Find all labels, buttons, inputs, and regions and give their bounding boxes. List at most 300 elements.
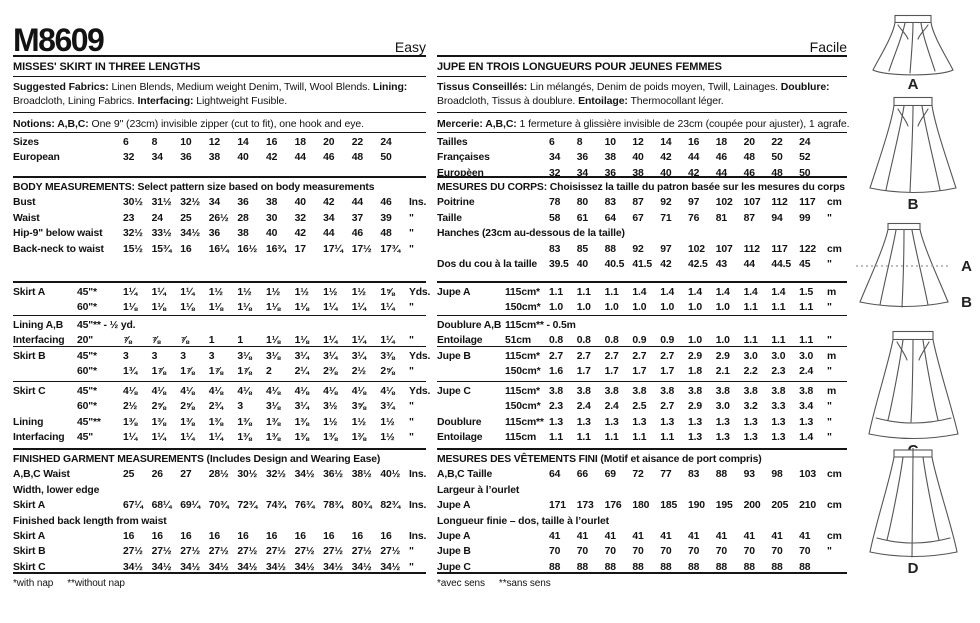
cell-value: 40 bbox=[632, 152, 644, 164]
cell-value: 1.0 bbox=[549, 302, 563, 314]
cell-value: 16 bbox=[323, 531, 335, 543]
cell-value: 1½ bbox=[237, 287, 252, 298]
cell-value: 1.1 bbox=[549, 287, 563, 298]
cell-value: 3.0 bbox=[771, 351, 786, 362]
cell-value: 1¼ bbox=[151, 287, 166, 298]
row-label: Lining bbox=[13, 416, 44, 428]
row-unit: " bbox=[408, 432, 414, 444]
table-row bbox=[437, 285, 847, 300]
row-label: Skirt A bbox=[13, 500, 46, 512]
cell-value: 3.8 bbox=[632, 386, 647, 397]
cell-value: 3.8 bbox=[799, 386, 814, 397]
table-section bbox=[13, 450, 426, 574]
cell-value: 1.3 bbox=[549, 416, 563, 428]
cell-value: 2⅝ bbox=[151, 401, 166, 413]
cell-value: 70 bbox=[576, 546, 589, 558]
row-label bbox=[437, 399, 505, 414]
table-row bbox=[437, 415, 847, 430]
row-width-spec: 45"* bbox=[77, 351, 97, 362]
row-label: Sizes bbox=[13, 137, 39, 148]
cell-value: 176 bbox=[604, 500, 622, 512]
row-unit: " bbox=[408, 416, 414, 428]
cell-value: 28½ bbox=[208, 469, 229, 481]
cell-value: 1.1 bbox=[632, 432, 647, 444]
cell-value: 2.4 bbox=[604, 401, 619, 413]
row-unit: " bbox=[408, 546, 414, 558]
cell-value: 1¼ bbox=[351, 302, 366, 314]
cell-value: 93 bbox=[743, 469, 755, 481]
cell-value: 1.0 bbox=[687, 335, 702, 347]
cell-value: 8 bbox=[576, 137, 583, 148]
cell-value: 4⅛ bbox=[351, 386, 366, 397]
row-width-spec: 60"* bbox=[77, 401, 97, 413]
cell-value: 46 bbox=[351, 228, 364, 240]
cell-value: 1⅛ bbox=[265, 335, 281, 347]
cell-value: 1⅞ bbox=[180, 366, 195, 378]
row-unit: " bbox=[408, 335, 414, 347]
cell-value: 68¼ bbox=[151, 500, 172, 512]
cell-value: 3.8 bbox=[549, 386, 563, 397]
row-label: Skirt A bbox=[13, 287, 46, 298]
row-unit: " bbox=[826, 401, 832, 413]
row-span-value: 115cm** - 0.5m bbox=[505, 320, 576, 331]
cell-value: 102 bbox=[687, 243, 705, 255]
cell-value: 1¼ bbox=[208, 432, 223, 444]
cell-value: 2.9 bbox=[687, 351, 702, 362]
cell-value: 99 bbox=[799, 212, 811, 224]
cell-value: 72¾ bbox=[237, 500, 258, 512]
row-label: Jupe C bbox=[437, 561, 471, 573]
cell-value: 88 bbox=[687, 561, 700, 573]
cell-value: 85 bbox=[576, 243, 589, 255]
cell-value: 78 bbox=[549, 197, 561, 209]
row-label: Interfacing bbox=[13, 335, 65, 347]
cell-value: 1⅛ bbox=[265, 302, 281, 314]
cell-value: 42 bbox=[660, 152, 672, 164]
table-row bbox=[437, 498, 847, 513]
cell-value: 1.0 bbox=[687, 302, 702, 314]
cell-value: 1.3 bbox=[576, 416, 591, 428]
cell-value: 34½ bbox=[208, 561, 229, 573]
row-label: Skirt C bbox=[13, 386, 46, 397]
cell-value: 1½ bbox=[351, 416, 366, 428]
row-width-spec: 115cm** bbox=[505, 416, 544, 428]
cell-value: 67 bbox=[632, 212, 644, 224]
cell-value: 44 bbox=[351, 197, 364, 209]
cell-value: 64 bbox=[604, 212, 616, 224]
cell-value: 70 bbox=[771, 546, 783, 558]
row-label: Jupe C bbox=[437, 386, 471, 397]
cell-value: 42 bbox=[323, 197, 335, 209]
row-width-spec: 150cm* bbox=[505, 366, 541, 378]
cell-value: 103 bbox=[799, 469, 817, 481]
cell-value: 205 bbox=[771, 500, 789, 512]
cell-value: 42 bbox=[687, 167, 700, 179]
cell-value: 3.0 bbox=[799, 351, 814, 362]
cell-value: 97 bbox=[687, 197, 700, 209]
row-unit: " bbox=[826, 259, 832, 271]
cell-value: 16¼ bbox=[208, 243, 229, 255]
cell-value: 1.0 bbox=[576, 302, 591, 314]
cell-value: 1¼ bbox=[151, 432, 166, 444]
suggested-fabrics-en: Suggested Fabrics: Linen Blends, Medium weight Denim, Twill, Wool Blends. Lining: Broadcloth, Lining Fabrics. Interfacing: Lightweight Fusible. bbox=[13, 77, 426, 113]
cell-value: 27½ bbox=[351, 546, 372, 558]
cell-value: 3.8 bbox=[576, 386, 591, 397]
cell-value: 4⅛ bbox=[151, 386, 166, 397]
cell-value: 107 bbox=[743, 197, 761, 209]
cell-value: 88 bbox=[604, 243, 616, 255]
cell-value: 0.8 bbox=[549, 335, 563, 347]
cell-value: 36 bbox=[237, 197, 249, 209]
cell-value: 4⅛ bbox=[123, 386, 138, 397]
footnote-fr bbox=[437, 574, 847, 589]
cell-value: 88 bbox=[576, 561, 589, 573]
table-row bbox=[13, 529, 426, 544]
cell-value: 3.0 bbox=[743, 351, 758, 362]
cell-value: 24 bbox=[151, 212, 163, 224]
cell-value: 88 bbox=[632, 561, 644, 573]
row-label: Doublure bbox=[437, 416, 482, 428]
cell-value: 46 bbox=[323, 152, 335, 164]
cell-value: 27½ bbox=[265, 546, 286, 558]
table-section bbox=[13, 382, 431, 450]
row-unit: " bbox=[408, 561, 414, 573]
cell-value: 16 bbox=[180, 243, 192, 255]
cell-value: 40 bbox=[237, 152, 249, 164]
row-unit: Ins. bbox=[408, 197, 427, 209]
cell-value: 70 bbox=[715, 546, 728, 558]
cell-value: 34 bbox=[549, 152, 561, 164]
footnote-item: *avec sens bbox=[437, 578, 485, 589]
skirt-back-view-illustration bbox=[854, 222, 954, 310]
cell-value: 61 bbox=[576, 212, 589, 224]
table-row bbox=[437, 211, 847, 226]
cell-value: 2.7 bbox=[576, 351, 591, 362]
cell-value: 25 bbox=[180, 212, 192, 224]
row-unit: " bbox=[408, 302, 414, 314]
cell-value: 1½ bbox=[208, 287, 223, 298]
cell-value: 70 bbox=[549, 546, 561, 558]
cell-value: 34½ bbox=[237, 561, 258, 573]
table-row bbox=[13, 226, 426, 241]
cell-value: 82¾ bbox=[380, 500, 401, 512]
cell-value: 1⅞ bbox=[151, 366, 166, 378]
table-row bbox=[437, 242, 847, 257]
difficulty-label-fr: Facile bbox=[809, 39, 847, 55]
cell-value: 195 bbox=[715, 500, 733, 512]
row-unit: " bbox=[408, 228, 414, 240]
row-width-spec: 51cm bbox=[505, 335, 531, 347]
footnote-item: **without nap bbox=[67, 578, 125, 589]
cell-value: 1 bbox=[237, 335, 244, 347]
cell-value: 0.9 bbox=[660, 335, 675, 347]
cell-value: 6 bbox=[123, 137, 129, 148]
cell-value: 1.4 bbox=[632, 287, 647, 298]
cell-value: 48 bbox=[743, 152, 755, 164]
cell-value: 83 bbox=[549, 243, 561, 255]
cell-value: 42 bbox=[660, 259, 672, 271]
cell-value: 34½ bbox=[180, 228, 200, 240]
cell-value: 2⅝ bbox=[380, 366, 395, 378]
cell-value: 200 bbox=[743, 500, 761, 512]
skirt-b-front-illustration bbox=[867, 96, 959, 196]
cell-value: 17¾ bbox=[380, 243, 401, 255]
row-unit: cm bbox=[826, 197, 842, 209]
cell-value: 17½ bbox=[351, 243, 372, 255]
cell-value: 3.4 bbox=[799, 401, 814, 413]
table-section bbox=[13, 133, 426, 178]
row-label: A,B,C Waist bbox=[13, 469, 70, 481]
cell-value: 2.4 bbox=[576, 401, 591, 413]
cell-value: 3¼ bbox=[351, 351, 366, 362]
cell-value: 17¼ bbox=[323, 243, 343, 255]
cell-value: 15¾ bbox=[151, 243, 172, 255]
cell-value: 46 bbox=[743, 167, 755, 179]
cell-value: 27½ bbox=[237, 546, 258, 558]
cell-value: 48 bbox=[351, 152, 364, 164]
row-unit bbox=[827, 135, 847, 150]
cell-value: 74¾ bbox=[265, 500, 286, 512]
cell-value: 1.3 bbox=[715, 432, 730, 444]
cell-value: 32 bbox=[294, 212, 306, 224]
cell-value: 44 bbox=[294, 152, 306, 164]
cell-value: 1¼ bbox=[323, 302, 338, 314]
figure-label-back-a: A bbox=[961, 258, 972, 275]
cell-value: 3.8 bbox=[687, 386, 702, 397]
row-label bbox=[437, 364, 505, 379]
cell-value: 3⅝ bbox=[351, 401, 366, 413]
cell-value: 1 bbox=[208, 335, 215, 347]
cell-value: 12 bbox=[208, 137, 221, 148]
figure-skirt-d bbox=[852, 448, 974, 578]
suggested-fabrics-fr: Tissus Conseillés: Lin mélangés, Denim de poids moyen, Twill, Lainages. Doublure: Broadcloth, Tissus à doublure. Entoilage: Thermocollant léger. bbox=[437, 77, 847, 113]
cell-value: 1⅛ bbox=[294, 302, 309, 314]
cell-value: 1.1 bbox=[771, 335, 786, 347]
table-row bbox=[13, 560, 426, 575]
cell-value: 1.4 bbox=[799, 432, 814, 444]
cell-value: 1.1 bbox=[743, 335, 758, 347]
cell-value: 4⅛ bbox=[294, 386, 309, 397]
cell-value: 1.0 bbox=[604, 302, 619, 314]
row-width-spec: 115cm* bbox=[505, 386, 540, 397]
row-label: Poitrine bbox=[437, 197, 475, 209]
pattern-number: M8609 bbox=[13, 21, 104, 58]
row-label: Back-neck to waist bbox=[13, 243, 104, 255]
cell-value: 1¼ bbox=[180, 287, 195, 298]
cell-value: 1¼ bbox=[351, 335, 366, 347]
cell-value: 185 bbox=[660, 500, 678, 512]
cell-value: 38 bbox=[265, 197, 278, 209]
footnote-en bbox=[13, 574, 426, 589]
table-row bbox=[437, 257, 847, 272]
cell-value: 1⅜ bbox=[208, 416, 223, 428]
skirt-c-front-illustration bbox=[866, 330, 961, 442]
cell-value: 34 bbox=[323, 212, 335, 224]
cell-value: 3 bbox=[123, 351, 129, 362]
cell-value: 88 bbox=[660, 561, 672, 573]
section-header: FINISHED GARMENT MEASUREMENTS (Includes Design and Wearing Ease) bbox=[13, 454, 381, 465]
cell-value: 1.1 bbox=[576, 432, 591, 444]
cell-value: 41.5 bbox=[632, 259, 653, 271]
cell-value: 36 bbox=[180, 152, 192, 164]
cell-value: 77 bbox=[660, 469, 672, 481]
cell-value: 22 bbox=[771, 137, 783, 148]
cell-value: 30½ bbox=[123, 197, 143, 209]
cell-value: 1.3 bbox=[771, 416, 786, 428]
cell-value: 3.2 bbox=[743, 401, 758, 413]
cell-value: 41 bbox=[743, 531, 755, 543]
cell-value: 12 bbox=[632, 137, 644, 148]
row-label: Tailles bbox=[437, 137, 468, 148]
cell-value: 1.1 bbox=[576, 287, 591, 298]
row-unit: " bbox=[826, 366, 832, 378]
cell-value: 41 bbox=[604, 531, 616, 543]
cell-value: 1.0 bbox=[715, 302, 730, 314]
section-header: MESURES DES VÊTEMENTS FINI (Motif et aisance de port compris) bbox=[437, 454, 762, 465]
table-row bbox=[437, 150, 847, 165]
garment-title-en: MISSES' SKIRT IN THREE LENGTHS bbox=[13, 57, 426, 77]
cell-value: 3.8 bbox=[715, 386, 730, 397]
cell-value: 1⅜ bbox=[180, 416, 195, 428]
cell-value: 80 bbox=[576, 197, 589, 209]
cell-value: 27½ bbox=[123, 546, 143, 558]
cell-value: 10 bbox=[604, 137, 616, 148]
cell-value: 4⅛ bbox=[380, 386, 395, 397]
row-label bbox=[13, 364, 77, 379]
cell-value: 46 bbox=[380, 197, 392, 209]
table-row bbox=[13, 135, 426, 150]
row-width-spec: 60"* bbox=[77, 366, 97, 378]
cell-value: 1⅜ bbox=[294, 432, 309, 444]
cell-value: 83 bbox=[687, 469, 700, 481]
cell-value: 2.4 bbox=[799, 366, 814, 378]
table-row bbox=[13, 285, 431, 300]
cell-value: 1¼ bbox=[180, 432, 195, 444]
row-label: Entoilage bbox=[437, 432, 483, 444]
cell-value: 1.8 bbox=[687, 366, 702, 378]
notions-en: Notions: A,B,C: One 9" (23cm) invisible zipper (cut to fit), one hook and eye. bbox=[13, 113, 426, 133]
row-label: Hip-9" below waist bbox=[13, 228, 103, 240]
cell-value: 70¾ bbox=[208, 500, 229, 512]
cell-value: 1½ bbox=[380, 432, 395, 444]
cell-value: 70 bbox=[743, 546, 755, 558]
cell-value: 14 bbox=[237, 137, 249, 148]
cell-value: 1⅛ bbox=[151, 302, 166, 314]
cell-value: ⅞ bbox=[180, 335, 189, 347]
cell-value: 34 bbox=[208, 197, 221, 209]
cell-value: 43 bbox=[715, 259, 728, 271]
row-label: Jupe B bbox=[437, 546, 471, 558]
cell-value: 16 bbox=[265, 137, 278, 148]
cell-value: 1¼ bbox=[380, 302, 395, 314]
measurement-tables-fr bbox=[437, 133, 847, 574]
row-label: Jupe B bbox=[437, 351, 471, 362]
cell-value: 1.7 bbox=[576, 366, 591, 378]
cell-value: 16 bbox=[151, 531, 163, 543]
cell-value: 1.3 bbox=[771, 432, 786, 444]
cell-value: 26 bbox=[151, 469, 163, 481]
cell-value: 28 bbox=[237, 212, 249, 224]
cell-value: 2.7 bbox=[632, 351, 647, 362]
table-row bbox=[13, 544, 426, 559]
cell-value: 1⅜ bbox=[351, 432, 366, 444]
cell-value: 1¼ bbox=[123, 287, 138, 298]
cell-value: 70 bbox=[687, 546, 700, 558]
cell-value: 31½ bbox=[151, 197, 172, 209]
cell-value: 3½ bbox=[323, 401, 338, 413]
cell-value: 2.7 bbox=[549, 351, 563, 362]
cell-value: 1¼ bbox=[123, 432, 138, 444]
cell-value: 1.4 bbox=[743, 287, 758, 298]
cell-value: 36 bbox=[208, 228, 221, 240]
cell-value: 1¼ bbox=[323, 335, 338, 347]
row-unit: " bbox=[826, 302, 832, 314]
row-label: Skirt B bbox=[13, 351, 46, 362]
table-section bbox=[437, 133, 847, 178]
row-label: Waist bbox=[13, 212, 40, 224]
cell-value: 27½ bbox=[151, 546, 172, 558]
cell-value: 1.1 bbox=[604, 287, 619, 298]
cell-value: 27½ bbox=[294, 546, 315, 558]
cell-value: 25 bbox=[123, 469, 135, 481]
cell-value: 80¾ bbox=[351, 500, 372, 512]
row-subheader: Finished back length from waist bbox=[13, 515, 167, 527]
header-row-en bbox=[13, 0, 426, 57]
row-unit bbox=[827, 150, 847, 165]
row-label bbox=[13, 300, 77, 315]
cell-value: 1½ bbox=[380, 416, 395, 428]
cell-value: 87 bbox=[632, 197, 644, 209]
cell-value: 30 bbox=[265, 212, 278, 224]
cell-value: 107 bbox=[715, 243, 733, 255]
cell-value: 70 bbox=[604, 546, 616, 558]
cell-value: 40.5 bbox=[604, 259, 625, 271]
row-unit: cm bbox=[826, 469, 842, 481]
cell-value: 2.3 bbox=[771, 366, 786, 378]
row-width-spec: 150cm* bbox=[505, 302, 541, 314]
cell-value: 1.3 bbox=[604, 416, 619, 428]
cell-value: 3⅛ bbox=[265, 351, 281, 362]
cell-value: 81 bbox=[715, 212, 728, 224]
cell-value: 34 bbox=[576, 167, 589, 179]
cell-value: 38 bbox=[604, 152, 616, 164]
table-row bbox=[13, 300, 426, 315]
cell-value: 39 bbox=[380, 212, 392, 224]
cell-value: 34 bbox=[151, 152, 163, 164]
row-unit: cm bbox=[826, 531, 842, 543]
table-row bbox=[13, 415, 426, 430]
row-width-spec: 60"* bbox=[77, 302, 97, 314]
figure-skirt-back-lengths bbox=[852, 222, 974, 314]
cell-value: 23 bbox=[123, 212, 135, 224]
cell-value: 2¾ bbox=[208, 401, 223, 413]
cell-value: 1.3 bbox=[632, 416, 647, 428]
cell-value: 88 bbox=[604, 561, 616, 573]
cell-value: 1.3 bbox=[715, 416, 730, 428]
cell-value: 1.4 bbox=[687, 287, 702, 298]
cell-value: 1.3 bbox=[687, 432, 702, 444]
cell-value: 3.0 bbox=[715, 401, 730, 413]
cell-value: 16 bbox=[687, 137, 700, 148]
cell-value: 27½ bbox=[380, 546, 401, 558]
cell-value: 40 bbox=[294, 197, 306, 209]
figure-label-a: A bbox=[907, 76, 919, 93]
cell-value: 171 bbox=[549, 500, 566, 512]
row-span-value: 45"** - ½ yd. bbox=[77, 320, 136, 331]
cell-value: 1⅜ bbox=[265, 432, 281, 444]
row-label: Jupe A bbox=[437, 531, 471, 543]
cell-value: 2.7 bbox=[604, 351, 619, 362]
